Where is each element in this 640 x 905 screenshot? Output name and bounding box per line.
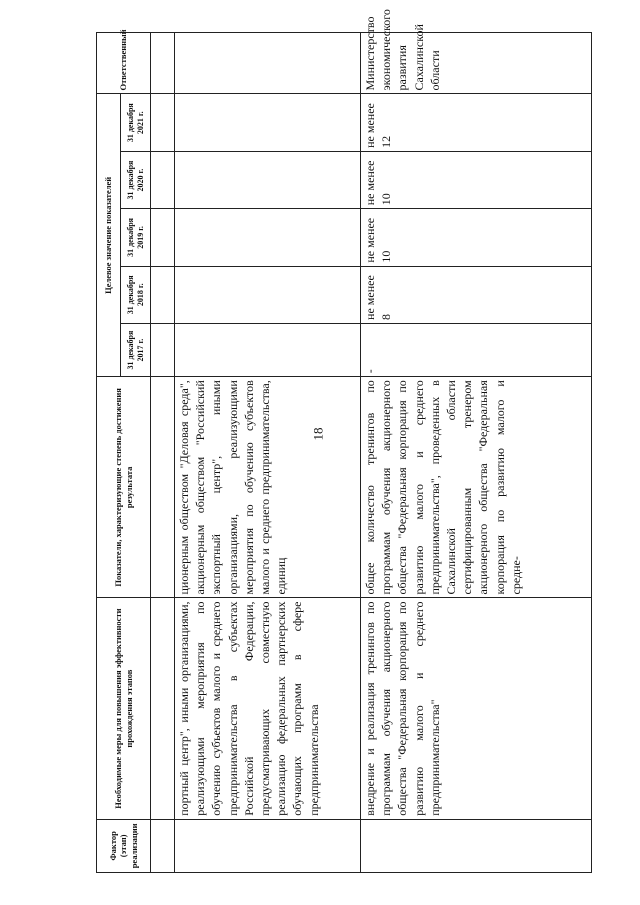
row2-value-2017: - [361, 323, 592, 376]
header-responsible: Ответственный [97, 33, 151, 95]
row2-indicators: общее количество тренингов по программам обучения акционерного общества "Федеральная корпорация по развитию малого и среднего предпринимательства", проведенных в Сахалинской области сертифицированным тренером акционерного общества "Федеральная корпорация по развитию малого и средне- [361, 377, 592, 598]
row2-factor [361, 819, 592, 872]
header-indicators: Показатели, характеризующие степень достижения результата [97, 377, 151, 598]
indicators-table [96, 9, 592, 873]
rotated-document-table [96, 9, 592, 873]
row2-value-2020: не менее 10 [361, 151, 592, 208]
header-date-2017: 31 декабря 2017 г. [121, 323, 151, 376]
row1-factor [175, 819, 361, 872]
table-row [175, 33, 361, 873]
row2-value-2018: не менее 8 [361, 266, 592, 323]
row2-responsible: Министерство экономического развития Сахалинской области [361, 33, 592, 95]
header-measures: Необходимые меры для повышения эффективности прохождения этапов [97, 598, 151, 819]
row1-responsible [175, 33, 361, 95]
row2-value-2019: не менее 10 [361, 209, 592, 266]
row1-value-2017 [175, 323, 361, 376]
row2-value-2021: не менее 12 [361, 94, 592, 151]
row1-measures: портный центр", иными организациями, реализующими мероприятия по обучению субъектов малого и среднего предпринимательства в субъектах Российской Федерации, предусматривающих совместную реализацию федеральных партнерских обучающих программ в сфере предпринимательства [175, 598, 361, 819]
page-number: 18 [310, 427, 326, 441]
row1-value-2020 [175, 151, 361, 208]
row1-indicators: ционерным обществом "Деловая среда", акционерным обществом "Российский экспортный центр", иными организациями, реализующими мероприятия по обучению субъектов малого и среднего предпринимательства, единиц [175, 377, 361, 598]
row2-measures: внедрение и реализация тренингов по программам обучения акционерного общества "Федеральная корпорация по развитию малого и среднего предпринимательства" [361, 598, 592, 819]
header-date-2018: 31 декабря 2018 г. [121, 266, 151, 323]
header-target-values: Целевое значение показателей [97, 94, 121, 377]
table-row [361, 33, 592, 873]
header-date-2021: 31 декабря 2021 г. [121, 94, 151, 151]
row1-value-2021 [175, 94, 361, 151]
row1-value-2018 [175, 266, 361, 323]
header-date-2020: 31 декабря 2020 г. [121, 151, 151, 208]
row1-value-2019 [175, 209, 361, 266]
header-spacer-row [151, 33, 175, 873]
header-factor: Фактор (этап) реализации [97, 819, 151, 872]
header-date-2019: 31 декабря 2019 г. [121, 209, 151, 266]
